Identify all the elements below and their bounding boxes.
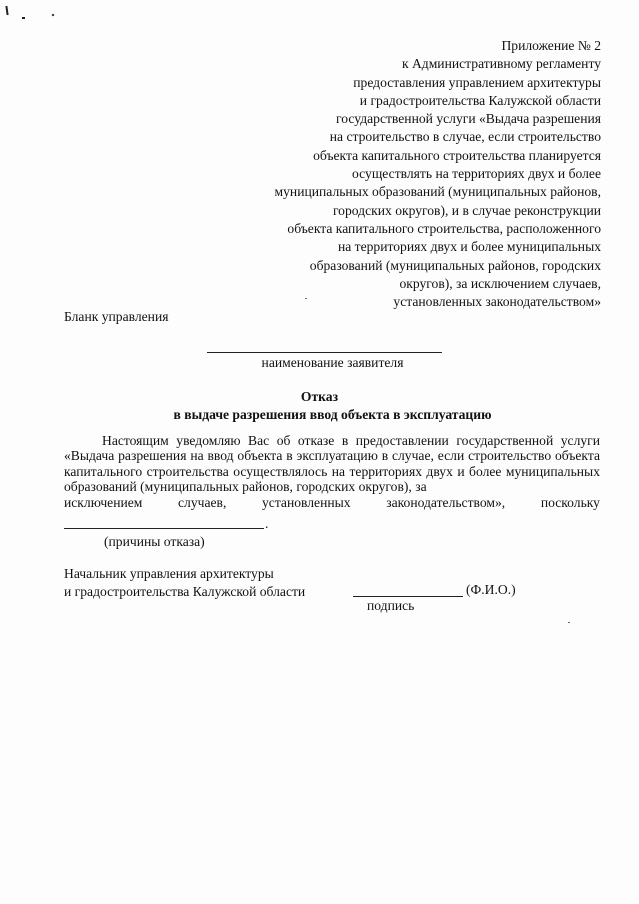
body-word: законодательством», (386, 494, 506, 510)
appendix-line: на строительство в случае, если строительство (329, 129, 601, 145)
letterhead-label: Бланк управления (64, 309, 169, 324)
appendix-line: муниципальных образований (муниципальных районов, (274, 184, 601, 200)
appendix-line: государственной услуги «Выдача разрешения (336, 111, 601, 127)
body-word: исключением (64, 494, 143, 510)
appendix-line: на территориях двух и более муниципальных (337, 239, 601, 255)
reason-caption: (причины отказа) (104, 534, 205, 549)
appendix-line: предоставления управлением архитектуры (353, 74, 601, 90)
applicant-name-field-line (207, 352, 442, 353)
signature-caption: подпись (367, 598, 415, 613)
appendix-line: к Административному регламенту (401, 56, 601, 72)
appendix-line: городских округов), и в случае реконструкции (332, 202, 601, 218)
signer-position (64, 565, 305, 600)
body-word: случаев, (178, 494, 227, 510)
appendix-line: и градостроительства Калужской области (359, 92, 601, 108)
appendix-header (241, 37, 601, 311)
appendix-line: установленных законодательством» (393, 294, 601, 310)
signer-position-line-1: Начальник управления архитектуры (64, 566, 274, 581)
title-line-1: Отказ (300, 389, 339, 404)
reason-end-period: . (265, 516, 269, 531)
scan-speck (52, 14, 55, 17)
signer-position-line-2: и градостроительства Калужской области (64, 583, 306, 599)
signature-field-line (353, 596, 463, 597)
body-text (64, 433, 600, 510)
body-last-line (64, 495, 600, 510)
appendix-line: округов), за исключением случаев, (399, 275, 601, 291)
reason-field-line (64, 528, 264, 529)
appendix-line: объекта капитального строительства планируется (313, 147, 601, 163)
scan-speck (22, 17, 25, 19)
reason-field (64, 518, 274, 532)
fio-label: (Ф.И.О.) (466, 582, 516, 597)
body-word: установленных (261, 494, 351, 510)
appendix-line: Приложение № 2 (501, 38, 601, 53)
body-paragraph: Настоящим уведомляю Вас об отказе в предоставлении государственной услуги «Выдача разрешения на ввод объекта в эксплуатацию в случае, если строительство объекта капитального строительства осуществлялось на территориях двух и более муниципальных образований (муниципальных районов, городских округов), за (64, 433, 600, 495)
body-word: поскольку (540, 494, 600, 510)
appendix-line: осуществлять на территориях двух и более (352, 166, 601, 182)
applicant-caption: наименование заявителя (261, 355, 404, 370)
appendix-line: образований (муниципальных районов, городских (309, 257, 601, 273)
scan-speck (5, 6, 8, 15)
title-line-2: в выдаче разрешения ввод объекта в эксплуатацию (173, 407, 492, 422)
scan-speck (568, 622, 570, 623)
document-title (0, 388, 639, 424)
appendix-line: объекта капитального строительства, расположенного (287, 220, 601, 236)
